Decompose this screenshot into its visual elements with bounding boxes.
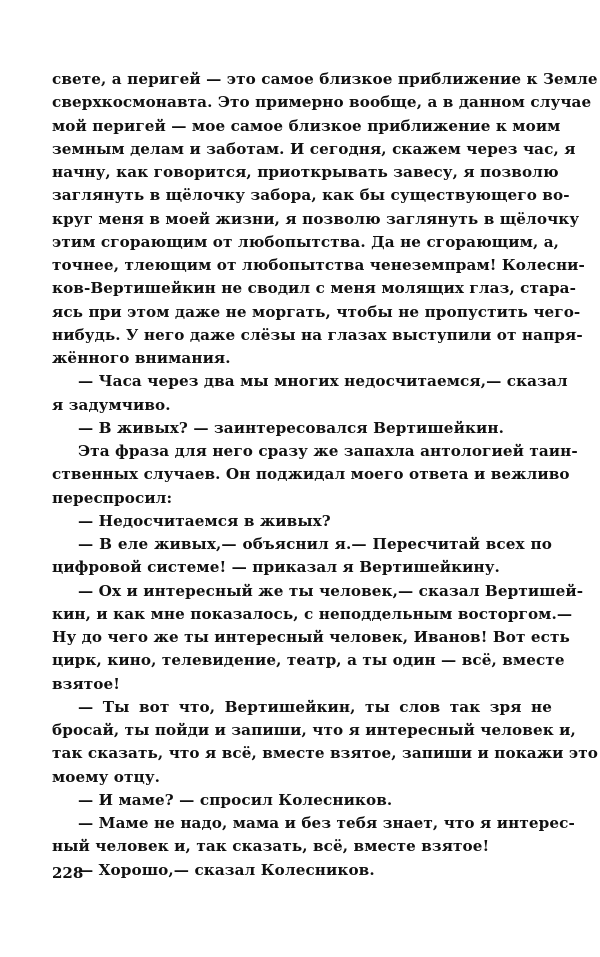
text-line: заглянуть в щёлочку забора, как бы существующего во-	[52, 186, 570, 205]
text-line: точнее, тлеющим от любопытства ченеземпрам! Колесни-	[52, 256, 585, 274]
text-line: ясь при этом даже не моргать, чтобы не пропустить чего-	[52, 302, 581, 321]
text-line: — В еле живых,— объяснил я.— Пересчитай всех по	[78, 535, 552, 553]
page-body	[52, 68, 599, 882]
text-line: ственных случаев. Он поджидал моего ответа и вежливо	[52, 465, 570, 484]
text-line: кин, и как мне показалось, с неподдельным восторгом.—	[52, 604, 573, 623]
text-line: цифровой системе! — приказал я Вертишейкину.	[52, 558, 500, 577]
text-line: ный человек и, так сказать, всё, вместе взятое!	[52, 837, 490, 856]
text-line: ков-Вертишейкин не сводил с меня молящих глаз, стара-	[52, 279, 577, 298]
text-line: нибудь. У него даже слёзы на глазах выступили от напря-	[52, 325, 583, 344]
text-line: цирк, кино, телевидение, театр, а ты один — всё, вместе	[52, 651, 565, 670]
text-line: Эта фраза для него сразу же запахла антологией таин-	[78, 442, 578, 460]
text-line: моему отцу.	[52, 767, 161, 786]
page-number: 228	[52, 864, 84, 882]
text-line: — В живых? — заинтересовался Вертишейкин.	[78, 418, 504, 437]
text-line: — Часа через два мы многих недосчитаемся,— сказал	[78, 372, 568, 391]
text-line: свете, а перигей — это самое близкое приближение к Земле	[52, 70, 598, 88]
text-line: переспросил:	[52, 488, 173, 507]
text-line: Ну до чего же ты интересный человек, Иванов! Вот есть	[52, 628, 570, 646]
text-line: круг меня в моей жизни, я позволю заглянуть в щёлочку	[52, 209, 580, 228]
text-line: — Недосчитаемся в живых?	[78, 511, 331, 530]
text-line: — Ты вот что, Вертишейкин, ты слов так зря не	[78, 697, 552, 716]
text-line: — Маме не надо, мама и без тебя знает, что я интерес-	[78, 814, 575, 832]
text-line: этим сгорающим от любопытства. Да не сгорающим, а,	[52, 232, 560, 251]
text-line: мой перигей — мое самое близкое приближение к моим	[52, 116, 561, 135]
text-line: взятое!	[52, 674, 121, 693]
text-line: начну, как говорится, приоткрывать завесу, я позволю	[52, 163, 559, 181]
text-line: — Ох и интересный же ты человек,— сказал Вертишей-	[78, 581, 584, 600]
text-line: я задумчиво.	[52, 395, 171, 414]
text-line: жённого внимания.	[52, 349, 231, 367]
text-line: — И маме? — спросил Колесников.	[78, 790, 393, 809]
text-line: бросай, ты пойди и запиши, что я интересный человек и,	[52, 721, 576, 739]
text-line: сверхкосмонавта. Это примерно вообще, а в данном случае	[52, 93, 592, 112]
text-line: — Хорошо,— сказал Колесников.	[78, 860, 375, 879]
text-line: земным делам и заботам. И сегодня, скажем через час, я	[52, 139, 576, 158]
text-line: так сказать, что я всё, вместе взятое, запиши и покажи это	[52, 744, 599, 763]
